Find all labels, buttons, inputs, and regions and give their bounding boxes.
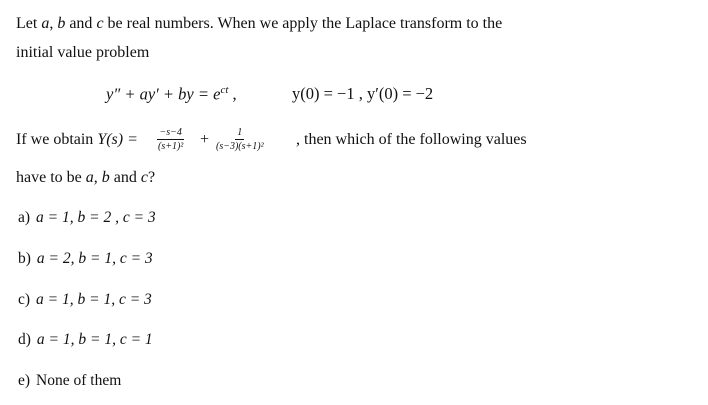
option-value: None of them <box>36 372 122 389</box>
ode-equation <box>106 84 237 105</box>
var-c: c <box>140 169 148 186</box>
option-value: a = 2, b = 1, c = 3 <box>36 250 153 267</box>
option-label: c) <box>18 291 31 308</box>
intro-line-2: initial value problem <box>16 44 150 61</box>
question-mark: ? <box>147 169 156 186</box>
initial-conditions: y(0) = −1 , y′(0) = −2 <box>292 84 434 103</box>
option-label: b) <box>18 250 31 267</box>
var-a: a <box>85 169 94 186</box>
transform-prefix-text: If we obtain <box>16 131 98 148</box>
question-text: have to be <box>16 169 86 186</box>
intro-line-1 <box>16 14 502 34</box>
transform-suffix: , then which of the following values <box>296 131 527 148</box>
ode-text: y″ + ay′ + by = e <box>106 84 221 104</box>
ys-label: Y(s) = <box>97 131 138 148</box>
option-value: a = 1, b = 1, c = 3 <box>36 291 152 308</box>
option-label: d) <box>18 331 31 348</box>
and-text: and <box>65 15 97 32</box>
option-d[interactable] <box>18 331 153 349</box>
ode-tail: , <box>228 84 237 104</box>
comma: , <box>49 15 58 32</box>
fraction-1-denominator: (s+1)² <box>158 141 184 152</box>
var-b: b <box>101 169 110 186</box>
comma: , <box>93 169 102 186</box>
intro-text: Let <box>16 15 42 32</box>
option-c[interactable] <box>18 291 152 309</box>
fraction-2-denominator: (s−3)(s+1)² <box>216 141 264 152</box>
fraction-2 <box>214 127 266 152</box>
var-c: c <box>96 15 104 32</box>
transform-prefix <box>16 130 138 150</box>
option-b[interactable] <box>18 250 153 268</box>
and-text: and <box>109 169 141 186</box>
option-label: e) <box>18 372 31 389</box>
fraction-1-numerator: −s−4 <box>159 127 182 138</box>
var-b: b <box>57 15 66 32</box>
question-line <box>16 168 155 188</box>
option-a[interactable] <box>18 209 156 227</box>
plus-sign: + <box>200 131 210 148</box>
var-a: a <box>41 15 50 32</box>
option-value: a = 1, b = 1, c = 1 <box>36 331 153 348</box>
fraction-2-numerator: 1 <box>237 127 243 138</box>
option-e[interactable] <box>18 372 121 390</box>
intro-text-rest: be real numbers. When we apply the Laplace transform to the <box>103 15 503 32</box>
fraction-1 <box>156 127 185 152</box>
ode-exponent: ct <box>220 84 229 96</box>
option-label: a) <box>18 209 31 226</box>
option-value: a = 1, b = 2 , c = 3 <box>36 209 156 226</box>
